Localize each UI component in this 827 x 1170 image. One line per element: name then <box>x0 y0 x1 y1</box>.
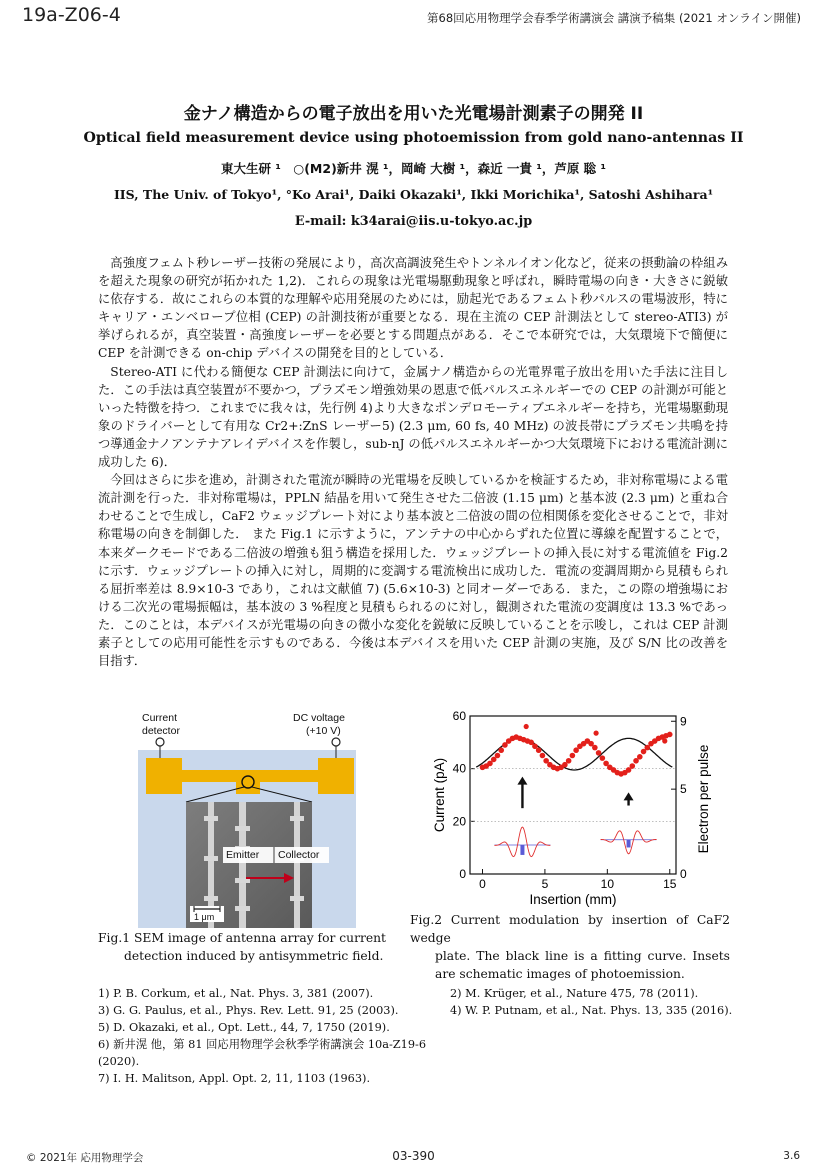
data-point <box>498 747 504 753</box>
data-point <box>600 755 606 761</box>
label-detector: detector <box>142 725 180 737</box>
authors-english: IIS, The Univ. of Tokyo¹, °Ko Arai¹, Daiki Okazaki¹, Ikki Morichika¹, Satoshi Ashihara¹ <box>113 187 714 202</box>
x-tick-label: 0 <box>479 877 486 891</box>
reference-row <box>98 1070 738 1087</box>
data-point <box>630 763 636 769</box>
title-japanese: 金ナノ構造からの電子放出を用いた光電場計測素子の開発 II <box>183 104 644 124</box>
caption-1-continuation: detection induced by antisymmetric field. <box>124 949 384 963</box>
paragraph-1: 高強度フェムト秒レーザー技術の発展により，高次高調波発生やトンネルイオン化など，従来の摂動論の枠組みを超えた現象の研究が拓かれた 1,2)．これらの現象は光電場駆動現象と呼ばれ，瞬時電場の向き・大きさに鋭敏に依存する．故にこれらの本質的な理解や応用発展のためには，励起光であるフェムト秒パルスの電場波形，特にキャリア・エンベロープ位相 (CEP) の計測技術が重要となる．現在主流の CEP 計測法として stereo-ATI3) が挙げられるが，真空装置・高強度レーザーを必要とする問題点がある．そこで本研究では，大気環境下で簡便に CEP を計測できる on-chip デバイスの開発を目的としている． <box>98 256 728 361</box>
paper-id: 19a-Z06-4 <box>22 4 121 26</box>
y-tick-label: 40 <box>452 761 466 776</box>
label-emitter: Emitter <box>226 849 260 861</box>
arrow-max-icon-head <box>517 777 527 785</box>
footer-copyright: © 2021年 応用物理学会 <box>26 1152 144 1164</box>
footer-page-number: 03-390 <box>392 1149 435 1163</box>
probe-dc-icon <box>332 738 340 746</box>
y-right-tick-label: 0 <box>680 867 687 881</box>
footer-section: 3.6 <box>783 1150 800 1162</box>
paragraph-2: Stereo-ATI に代わる簡便な CEP 計測法に向けて，金属ナノ構造からの光電界電子放出を用いた手法に注目した．この手法は真空装置が不要かつ，プラズモン増強効果の恩恵で低パルスエネルギーでの CEP の計測が可能といった特徴を持つ．これまでに我々は，先行例 4)より大きなポンデロモーティブエネルギーを持ち，光電場駆動現象のドライバーとして有用な Cr2+:ZnS レーザー5) (2.3 μm, 60 fs, 40 MHz) の波長帯にプラズモン共鳴を持つ導通金ナノアンテナアレイデバイスを作製し，sub-nJ の低パルスエネルギーかつ大気環境下における電流計測に成功した 6)． <box>98 364 728 470</box>
figure-2 <box>418 708 730 913</box>
data-point <box>596 750 602 756</box>
label-current: Current <box>142 712 178 724</box>
body-text <box>98 254 728 670</box>
data-point <box>593 731 598 736</box>
data-point <box>540 753 546 759</box>
reference-item: 6) 新井滉 他，第 81 回応用物理学会秋季学術講演会 10a-Z19-6 (2020). <box>98 1038 427 1068</box>
plot-frame <box>470 716 676 874</box>
title-english: Optical field measurement device using photoemission from gold nano-antennas II <box>83 130 744 146</box>
reference-item: 3) G. G. Paulus, et al., Phys. Rev. Lett. 91, 25 (2003). <box>98 1004 399 1017</box>
reference-item: 7) I. H. Malitson, Appl. Opt. 2, 11, 1103 (1963). <box>98 1072 371 1085</box>
y-right-tick-label: 5 <box>680 782 687 797</box>
arrow-min-icon-head <box>624 792 634 800</box>
sem-illustration <box>98 710 398 935</box>
caption-2-continuation: plate. The black line is a fitting curve. Insets are schematic images of photoemission. <box>435 949 730 981</box>
x-tick-label: 15 <box>663 877 677 891</box>
x-tick-label: 10 <box>600 877 615 891</box>
scale-bar-label: 1 μm <box>194 912 215 922</box>
conference-name: 第68回応用物理学会春季学術講演会 講演予稿集 (2021 オンライン開催) <box>427 11 801 25</box>
data-point <box>495 753 501 759</box>
data-point <box>637 754 643 760</box>
caption-2-head: Fig.2 Current modulation by insertion of CaF2 wedge <box>410 913 730 945</box>
photoemission-insets <box>494 827 656 857</box>
figure-1-caption <box>98 929 396 965</box>
data-point <box>662 738 667 743</box>
reference-row <box>98 1002 738 1019</box>
current-chart <box>418 708 730 913</box>
y-tick-label: 0 <box>459 867 466 881</box>
caption-1-head: Fig.1 SEM image of antenna array for current <box>98 931 386 945</box>
y-axis-label: Current (pA) <box>432 757 447 833</box>
reference-row <box>98 1019 738 1036</box>
probe-current-icon <box>156 738 164 746</box>
reference-item: 1) P. B. Corkum, et al., Nat. Phys. 3, 381 (2007). <box>98 987 374 1000</box>
y-tick-label: 60 <box>452 709 466 723</box>
x-tick-label: 5 <box>541 877 549 891</box>
y-right-tick-label: 9 <box>680 714 687 729</box>
data-point <box>536 747 542 753</box>
y-right-axis-label: Electron per pulse <box>696 744 711 854</box>
inset-emission <box>627 840 631 848</box>
reference-row <box>98 1036 738 1070</box>
data-point <box>566 758 572 764</box>
data-point <box>570 753 576 759</box>
reference-item: 4) W. P. Putnam, et al., Nat. Phys. 13, 335 (2016). <box>450 1004 733 1017</box>
data-point <box>667 732 673 738</box>
data-point <box>524 724 529 729</box>
x-axis-label: Insertion (mm) <box>529 892 617 907</box>
data-point <box>592 745 598 751</box>
paragraph-3: 今回はさらに歩を進め，計測された電流が瞬時の光電場を反映しているかを検証するため，非対称電場による電流計測を行った．非対称電場は，PPLN 結晶を用いて発生させた二倍波 (1.15 μm) と基本波 (2.3 μm) と重ね合わせることで生成し，CaF2 ウェッジプレート対により基本波と二倍波の間の位相関係を変化させることで，非対称電場の向きを制御した． また Fig.1 に示すように，アンテナの中心からずれた位置に導線を配置することで，本来ダークモードである二倍波の増強も狙う構造を採用した．ウェッジプレートの挿入長に対する電流値を Fig.2 に示す．ウェッジプレートの挿入に対し，周期的に変調する電流検出に成功した．電流の変調周期から見積もられる屈折率差は 8.9×10-3 であり，これは文献値 7) (5.6×10-3) と同オーダーである．また，この際の増強場における二次光の電場振幅は，基本波の 3 %程度と見積もられるのに対し，観測された電流の変調度は 13.3 %であった．このことは，本デバイスが光電場の向きの微小な変化を鋭敏に反映していることを示唆し，これは CEP 計測素子としての応用可能性を示すものである．今後は本デバイスを用いた CEP 計測の実施，及び S/N 比の改善を目指す． <box>98 473 728 669</box>
reference-item: 5) D. Okazaki, et al., Opt. Lett., 44, 7, 1750 (2019). <box>98 1021 390 1034</box>
references <box>98 985 738 1087</box>
figure-2-caption <box>410 911 730 983</box>
reference-item: 2) M. Krüger, et al., Nature 475, 78 (2011). <box>450 987 699 1000</box>
label-collector: Collector <box>278 849 320 861</box>
contact-email: E-mail: k34arai@iis.u-tokyo.ac.jp <box>294 214 533 229</box>
inset-emission <box>520 845 524 855</box>
reference-row <box>98 985 738 1002</box>
authors-japanese: 東大生研 ¹ ○(M2)新井 滉 ¹，岡崎 大樹 ¹，森近 一貴 ¹，芦原 聡 ¹ <box>220 161 606 176</box>
y-tick-label: 20 <box>452 814 466 829</box>
label-voltage-value: (+10 V) <box>306 725 341 737</box>
label-dc-voltage: DC voltage <box>293 712 345 724</box>
figure-1 <box>98 710 398 935</box>
